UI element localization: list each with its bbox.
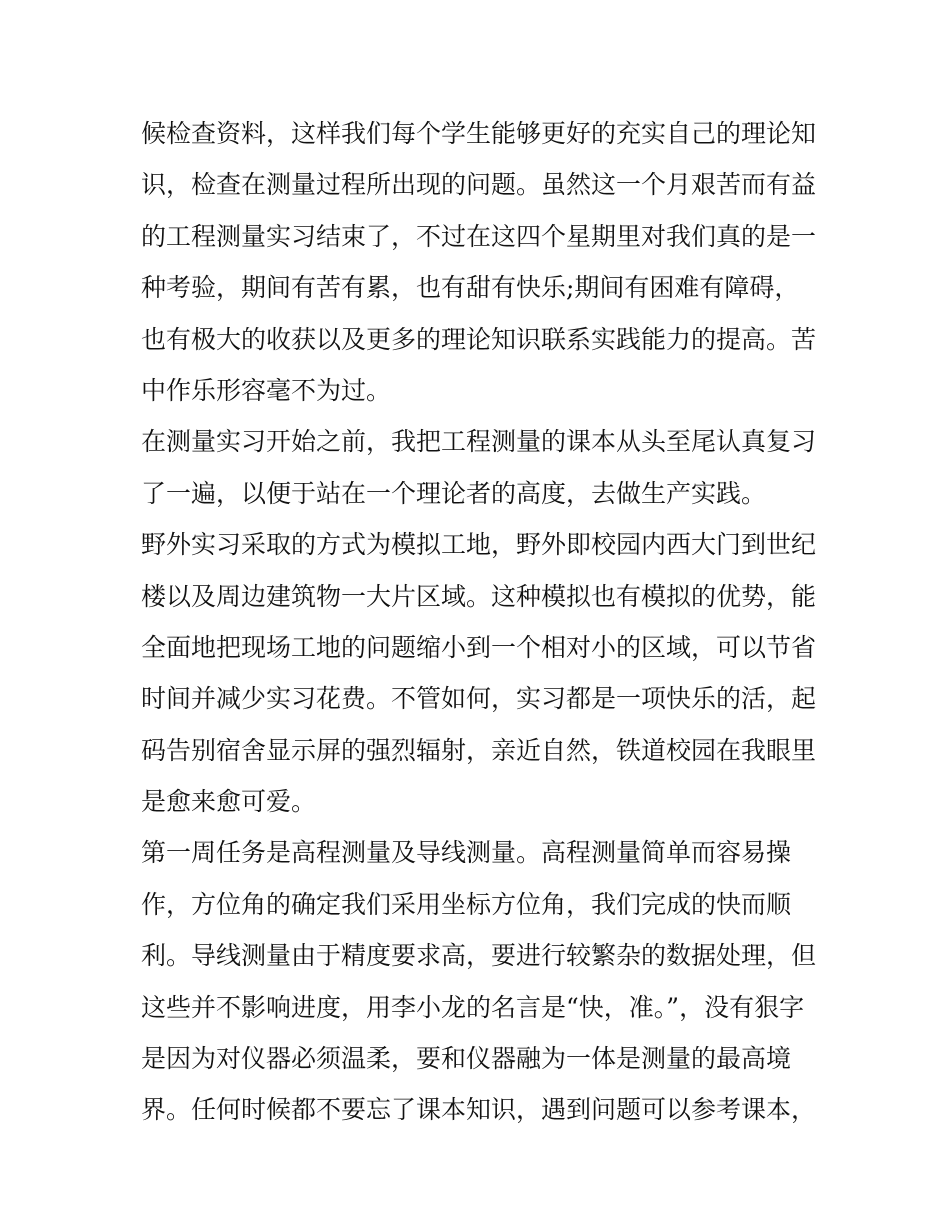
text-line: 在测量实习开始之前，我把工程测量的课本从头至尾认真复习: [141, 427, 817, 457]
text-line: 中作乐形容毫不为过。: [141, 375, 392, 405]
text-line: 利。导线测量由于精度要求高，要进行较繁杂的数据处理，但: [141, 941, 817, 971]
text-line: 第一周任务是高程测量及导线测量。高程测量简单而容易操: [141, 838, 792, 868]
text-line: 野外实习采取的方式为模拟工地，野外即校园内西大门到世纪: [141, 530, 817, 560]
text-line: 识，检查在测量过程所出现的问题。虽然这一个月艰苦而有益: [141, 170, 817, 200]
body-text: [141, 108, 821, 1136]
text-line: 全面地把现场工地的问题缩小到一个相对小的区域，可以节省: [141, 632, 817, 662]
text-line: 了一遍，以便于站在一个理论者的高度，去做生产实践。: [141, 478, 767, 508]
text-line: 时间并减少实习花费。不管如何，实习都是一项快乐的活，起: [141, 684, 817, 714]
text-line: 楼以及周边建筑物一大片区域。这种模拟也有模拟的优势，能: [141, 581, 817, 611]
text-line: 候检查资料，这样我们每个学生能够更好的充实自己的理论知: [141, 119, 817, 148]
text-line: 界。任何时候都不要忘了课本知识，遇到问题可以参考课本，: [141, 1095, 817, 1125]
text-line: 的工程测量实习结束了，不过在这四个星期里对我们真的是一: [141, 221, 817, 251]
text-line: 作，方位角的确定我们采用坐标方位角，我们完成的快而顺: [141, 889, 792, 919]
text-line: 是因为对仪器必须温柔，要和仪器融为一体是测量的最高境: [141, 1044, 792, 1074]
text-line: 也有极大的收获以及更多的理论知识联系实践能力的提高。苦: [141, 324, 817, 354]
text-line: 码告别宿舍显示屏的强烈辐射，亲近自然，铁道校园在我眼里: [141, 735, 817, 765]
text-line: 种考验，期间有苦有累，也有甜有快乐;期间有困难有障碍，: [141, 273, 800, 303]
text-line: 是愈来愈可爱。: [141, 787, 317, 817]
text-line: 这些并不影响进度，用李小龙的名言是“快，准。”，没有狠字: [141, 992, 805, 1022]
